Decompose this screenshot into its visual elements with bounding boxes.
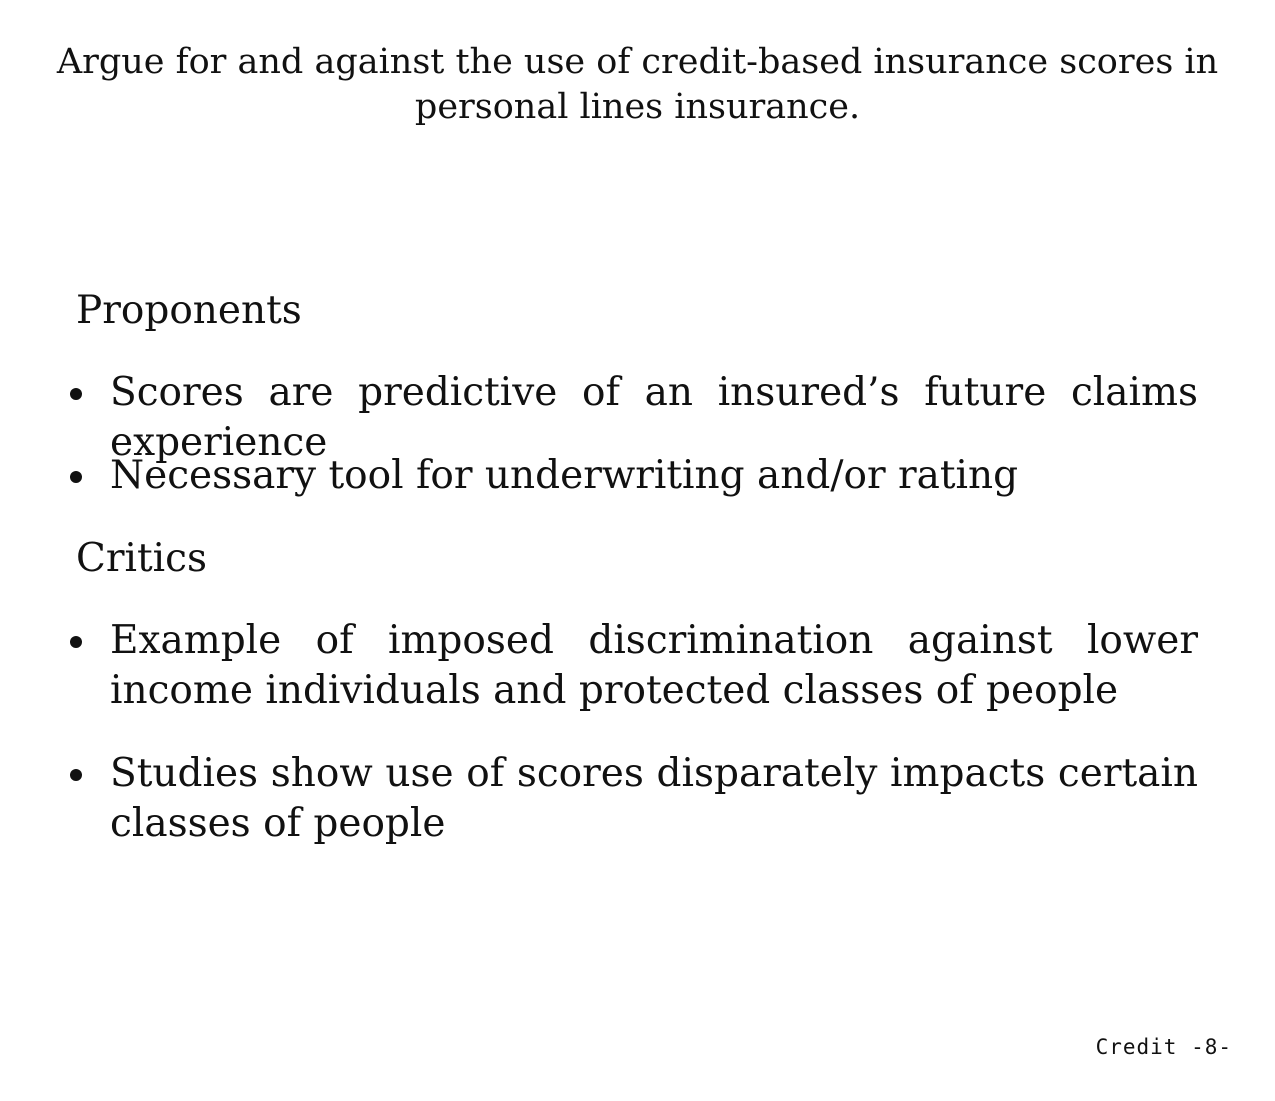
list-item-text: Necessary tool for underwriting and/or rating (110, 453, 1019, 498)
list-item (70, 749, 1198, 849)
list-item (70, 616, 1198, 716)
list-item-text: Example of imposed discrimination against lower income individuals and protected classes of people (110, 618, 1198, 713)
list-item-text: Scores are predictive of an insured’s future claims experience (110, 370, 1198, 465)
section-heading-proponents: Proponents (76, 288, 302, 333)
page-title: Argue for and against the use of credit-based insurance scores in personal lines insurance. (56, 42, 1219, 127)
bullet-icon (70, 636, 82, 648)
bullet-icon (70, 769, 82, 781)
section-heading-critics: Critics (76, 536, 207, 581)
list-item-text: Studies show use of scores disparately impacts certain classes of people (110, 751, 1198, 846)
list-item (70, 451, 1198, 501)
bullet-icon (70, 471, 82, 483)
bullet-icon (70, 388, 82, 400)
page-footer: Credit -8- (1095, 1035, 1232, 1059)
